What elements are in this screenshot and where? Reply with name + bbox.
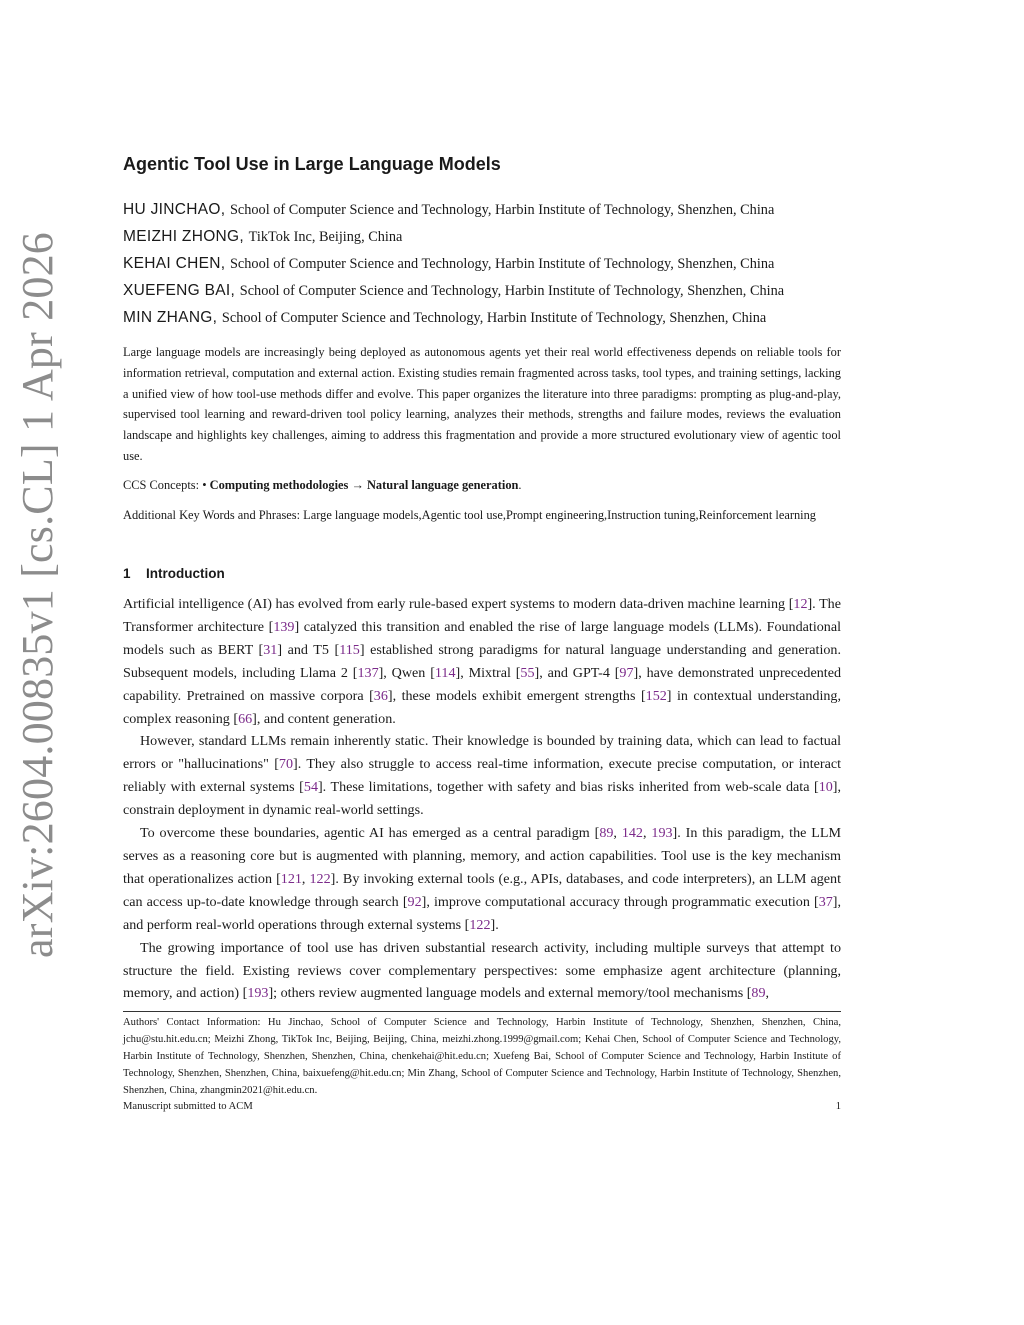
citation-link[interactable]: 142 [621, 825, 643, 842]
ccs-bullet: • [202, 478, 207, 492]
author-entry: KEHAI CHEN, School of Computer Science and Technology, Harbin Institute of Technology, Shenzhen, China [123, 255, 775, 272]
author-name: MEIZHI ZHONG [123, 228, 240, 245]
author-list [123, 196, 863, 331]
author-contact-footnote: Authors' Contact Information: Hu Jinchao, School of Computer Science and Technology, Harbin Institute of Technology, Shenzhen, Shenzhen, China, jchu@stu.hit.edu.cn; Meizhi Zhong, TikTok Inc, Beijing, Beijing, China, meizhi.zhong.1999@gmail.com; Kehai Chen, School of Computer Science and Technology, Harbin Institute of Technology, Shenzhen, Shenzhen, China, chenkehai@hit.edu.cn; Xuefeng Bai, School of Computer Science and Technology, Harbin Institute of Technology, Shenzhen, Shenzhen, China, baixuefeng@hit.edu.cn; Min Zhang, School of Computer Science and Technology, Harbin Institute of Technology, Shenzhen, Shenzhen, China, zhangmin2021@hit.edu.cn. [123, 1017, 841, 1096]
keywords [123, 505, 841, 526]
citation-link[interactable]: 122 [469, 916, 491, 933]
author-entry: XUEFENG BAI, School of Computer Science and Technology, Harbin Institute of Technology, Shenzhen, China [123, 282, 785, 299]
body-text: However, standard LLMs remain inherently static. Their knowledge is bounded by training data, which can lead to factual errors or "hallucinations" [ [123, 733, 841, 773]
body-text: ], constrain deployment in dynamic real-world settings. [123, 779, 841, 819]
keywords-label: Additional Key Words and Phrases: [123, 508, 301, 522]
body-text: ]. By invoking external tools (e.g., APIs, databases, and code interpreters), an LLM agent can access up-to-date knowledge through search [ [123, 870, 841, 910]
author-name: HU JINCHAO [123, 201, 221, 218]
author-name: MIN ZHANG [123, 309, 213, 326]
body-text: ]; others review augmented language models and external memory/tool mechanisms [ [268, 985, 752, 1002]
body-text: , [642, 825, 652, 842]
body-text: ], improve computational accuracy through programmatic execution [ [421, 893, 819, 910]
body-text: The growing importance of tool use has driven substantial research activity, including multiple surveys that attempt to structure the field. Existing reviews cover complementary perspectives: some emphasize agent architecture (planning, memory, and action) [ [123, 939, 841, 1002]
author-affiliation: School of Computer Science and Technology, Harbin Institute of Technology, Shenzhen, China [229, 202, 775, 218]
author-affiliation: School of Computer Science and Technology, Harbin Institute of Technology, Shenzhen, China [239, 283, 785, 299]
citation-link[interactable]: 54 [303, 779, 318, 796]
author-entry: MIN ZHANG, School of Computer Science and Technology, Harbin Institute of Technology, Shenzhen, China [123, 309, 767, 326]
section-title: Introduction [146, 566, 225, 581]
citation-link[interactable]: 89 [599, 825, 614, 842]
arxiv-identifier-stamp: arXiv:2604.00835v1 [cs.CL] 1 Apr 2026 [13, 232, 62, 958]
body-text: ], Mixtral [ [455, 664, 521, 681]
body-text: , [765, 985, 770, 1002]
citation-link[interactable]: 92 [407, 893, 422, 910]
body-text: ], and content generation. [252, 710, 396, 727]
citation-link[interactable]: 37 [818, 893, 833, 910]
author-entry: MEIZHI ZHONG, TikTok Inc, Beijing, China [123, 228, 403, 245]
body-text: ]. [490, 916, 499, 933]
body-paragraph [123, 822, 841, 937]
citation-link[interactable]: 122 [309, 870, 331, 887]
body-text: , [613, 825, 622, 842]
body-text: , [301, 870, 310, 887]
body-text: ]. In this paradigm, the LLM serves as a reasoning core but is augmented with planning, memory, and action capabilities. Tool use is the key mechanism that operationalizes action [ [123, 825, 842, 887]
ccs-concept: Computing methodologies [209, 478, 349, 492]
citation-link[interactable]: 193 [247, 985, 269, 1002]
author-affiliation: School of Computer Science and Technology, Harbin Institute of Technology, Shenzhen, China [229, 256, 775, 272]
body-text: To overcome these boundaries, agentic AI has emerged as a central paradigm [ [140, 825, 600, 842]
author-name: XUEFENG BAI [123, 282, 231, 299]
paper-title: Agentic Tool Use in Large Language Models [123, 154, 501, 174]
author-affiliation: School of Computer Science and Technology, Harbin Institute of Technology, Shenzhen, China [221, 310, 767, 326]
ccs-subconcept: Natural language generation [366, 478, 519, 492]
body-paragraph [123, 593, 841, 730]
body-text: ], Qwen [ [378, 664, 435, 681]
body-paragraph [123, 730, 841, 822]
citation-link[interactable]: 152 [645, 687, 667, 704]
citation-link[interactable]: 121 [280, 870, 302, 887]
manuscript-note: Manuscript submitted to ACM [123, 1101, 253, 1112]
page-number: 1 [835, 1101, 841, 1112]
author-name: KEHAI CHEN [123, 255, 221, 272]
body-paragraph [123, 937, 841, 1006]
body-text: ] and T5 [ [277, 641, 340, 658]
ccs-label: CCS Concepts: [123, 478, 200, 492]
body-text: ], have demonstrated unprecedented capability. Pretrained on massive corpora [ [123, 664, 841, 704]
body-text: ], and perform real-world operations through external systems [ [123, 893, 841, 933]
body-text: ], these models exhibit emergent strengths [ [387, 687, 646, 704]
body-text: Artificial intelligence (AI) has evolved from early rule-based expert systems to modern data-driven machine learning [ [123, 596, 794, 612]
citation-link[interactable]: 115 [339, 641, 360, 658]
body-text: ] in contextual understanding, complex reasoning [ [123, 687, 841, 727]
ccs-arrow: → [351, 478, 364, 492]
author-entry: HU JINCHAO, School of Computer Science and Technology, Harbin Institute of Technology, Shenzhen, China [123, 201, 775, 218]
ccs-end: . [518, 478, 522, 492]
section-heading-introduction [123, 566, 225, 581]
citation-link[interactable]: 66 [238, 710, 253, 727]
citation-link[interactable]: 139 [273, 618, 295, 635]
citation-link[interactable]: 193 [651, 825, 673, 842]
citation-link[interactable]: 31 [263, 641, 278, 658]
citation-link[interactable]: 10 [818, 779, 833, 796]
body-text: ] catalyzed this transition and enabled the rise of large language models (LLMs). Foundational models such as BERT [ [123, 618, 842, 658]
citation-link[interactable]: 114 [434, 664, 456, 681]
author-affiliation: TikTok Inc, Beijing, China [248, 229, 403, 245]
citation-link[interactable]: 70 [278, 756, 294, 773]
body-text: ]. The Transformer architecture [ [123, 596, 841, 635]
citation-link[interactable]: 55 [520, 664, 535, 681]
introduction-body [123, 593, 841, 1005]
section-number: 1 [123, 566, 131, 581]
citation-link[interactable]: 97 [619, 664, 634, 681]
footnote-rule [123, 1011, 841, 1012]
citation-link[interactable]: 12 [793, 596, 808, 612]
body-text: ]. These limitations, together with safety and bias risks inherited from web-scale data [ [317, 779, 819, 796]
body-text: ], and GPT-4 [ [534, 664, 620, 681]
keywords-text: Large language models,Agentic tool use,Prompt engineering,Instruction tuning,Reinforcement learning [303, 508, 816, 522]
ccs-concepts [123, 475, 841, 496]
abstract: Large language models are increasingly being deployed as autonomous agents yet their real world effectiveness depends on reliable tools for information retrieval, computation and external action. Existing studies remain fragmented across tasks, tool types, and training settings, lacking a unified view of how tool-use methods differ and evolve. This paper organizes the literature into three paradigms: prompting as plug-and-play, supervised tool learning and reward-driven tool policy learning, analyzes their methods, strengths and failure modes, reviews the evaluation landscape and highlights key challenges, aiming to address this fragmentation and provide a more structured evolutionary view of agentic tool use. [123, 345, 841, 463]
body-text: ]. They also struggle to access real-time information, execute precise computation, or interact reliably with external systems [ [123, 756, 841, 796]
citation-link[interactable]: 89 [751, 985, 766, 1002]
citation-link[interactable]: 137 [357, 664, 379, 681]
citation-link[interactable]: 36 [373, 687, 388, 704]
body-text: ] established strong paradigms for natural language understanding and generation. Subsequent models, including Llama 2 [ [123, 641, 841, 681]
